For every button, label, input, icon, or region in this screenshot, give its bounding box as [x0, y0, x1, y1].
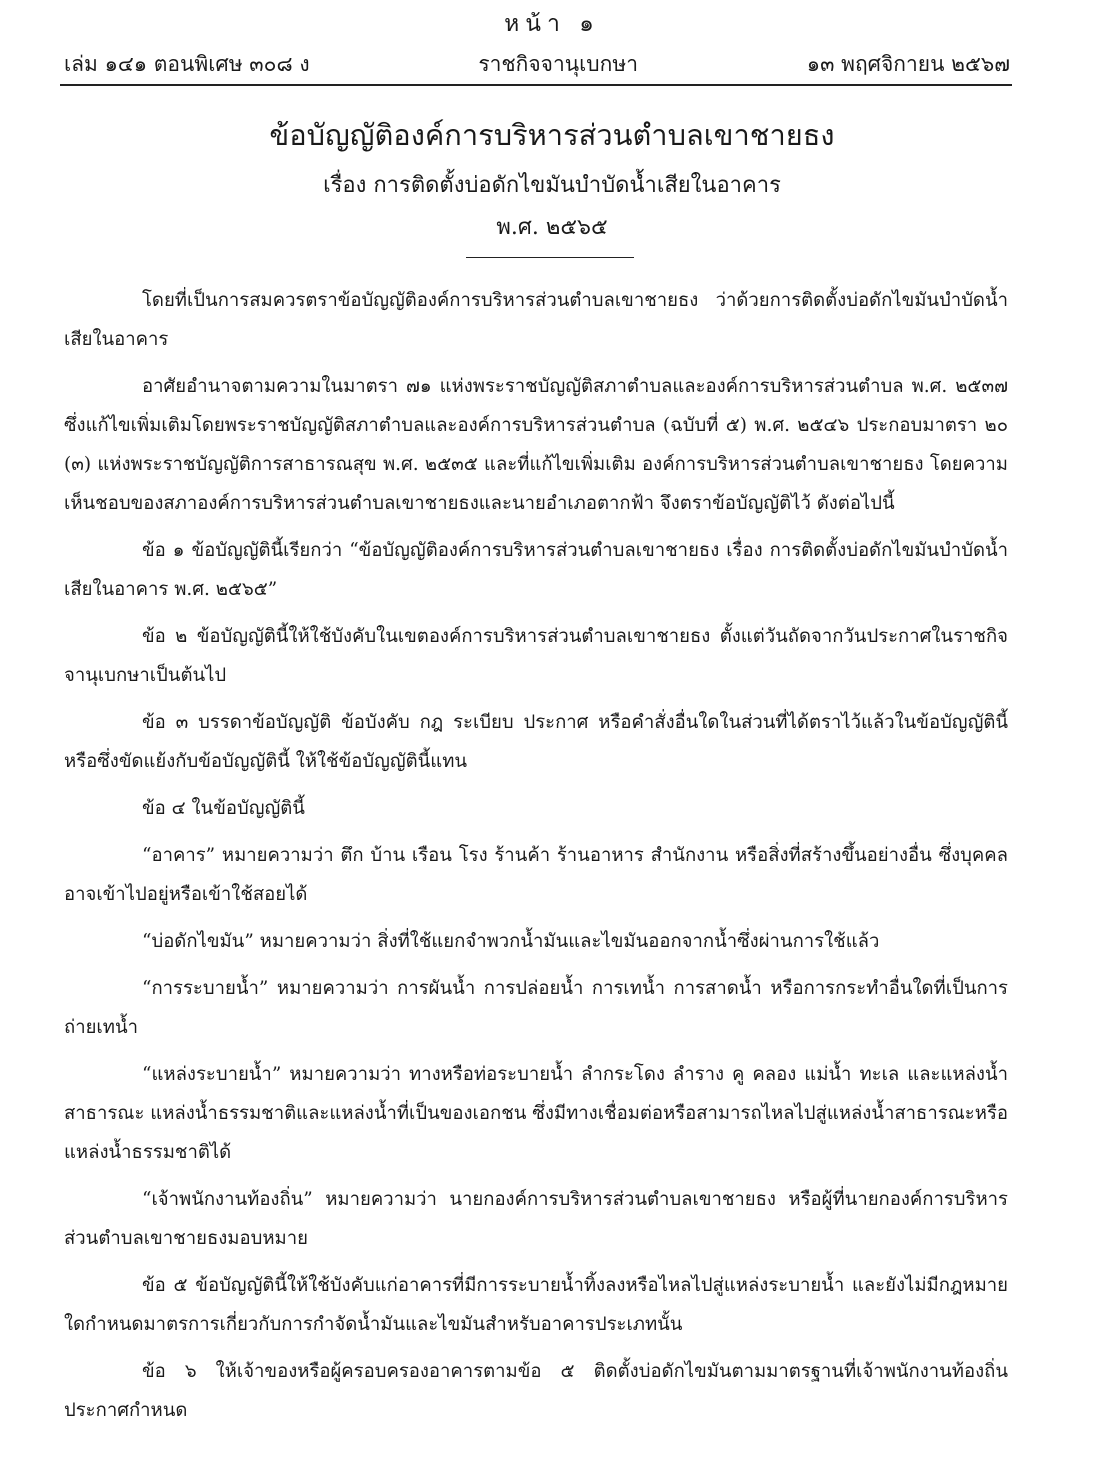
paragraph-clause-6: ข้อ ๖ ให้เจ้าของหรือผู้ครอบครองอาคารตามข้อ ๕ ติดตั้งบ่อดักไขมันตามมาตรฐานที่เจ้าพนักงานท้องถิ่นประกาศกำหนด — [64, 1361, 1008, 1421]
document-title: ข้อบัญญัติองค์การบริหารส่วนตำบลเขาชายธง — [269, 118, 835, 152]
document-body — [64, 281, 1008, 1438]
definition-local-official: “เจ้าพนักงานท้องถิ่น” หมายความว่า นายกองค์การบริหารส่วนตำบลเขาชายธง หรือผู้ที่นายกองค์การบริหารส่วนตำบลเขาชายธงมอบหมาย — [64, 1189, 1008, 1249]
publication-date: ๑๓ พฤศจิกายน ๒๕๖๗ — [806, 52, 1010, 76]
page-number: หน้า ๑ — [504, 11, 600, 37]
gazette-name: ราชกิจจานุเบกษา — [478, 52, 638, 76]
definition-grease-trap: “บ่อดักไขมัน” หมายความว่า สิ่งที่ใช้แยกจำพวกน้ำมันและไขมันออกจากน้ำซึ่งผ่านการใช้แล้ว — [142, 931, 880, 952]
paragraph-authority: อาศัยอำนาจตามความในมาตรา ๗๑ แห่งพระราชบัญญัติสภาตำบลและองค์การบริหารส่วนตำบล พ.ศ. ๒๕๓๗ ซึ่งแก้ไขเพิ่มเติมโดยพระราชบัญญัติสภาตำบลและองค์การบริหารส่วนตำบล (ฉบับที่ ๕) พ.ศ. ๒๕๔๖ ประกอบมาตรา ๒๐ (๓) แห่งพระราชบัญญัติการสาธารณสุข พ.ศ. ๒๕๓๕ และที่แก้ไขเพิ่มเติม องค์การบริหารส่วนตำบลเขาชายธง โดยความเห็นชอบของสภาองค์การบริหารส่วนตำบลเขาชายธงและนายอำเภอตากฟ้า จึงตราข้อบัญญัติไว้ ดังต่อไปนี้ — [64, 376, 1008, 514]
definition-building: “อาคาร” หมายความว่า ตึก บ้าน เรือน โรง ร้านค้า ร้านอาหาร สำนักงาน หรือสิ่งที่สร้างขึ้นอย่างอื่น ซึ่งบุคคลอาจเข้าไปอยู่หรือเข้าใช้สอยได้ — [64, 845, 1008, 905]
paragraph-clause-4: ข้อ ๔ ในข้อบัญญัตินี้ — [142, 798, 305, 819]
gazette-header — [64, 48, 1010, 81]
header-divider — [60, 84, 1012, 86]
definition-drainage: “การระบายน้ำ” หมายความว่า การผันน้ำ การปล่อยน้ำ การเทน้ำ การสาดน้ำ หรือการกระทำอื่นใดที่เป็นการถ่ายเทน้ำ — [64, 978, 1008, 1038]
title-divider — [466, 257, 634, 258]
document-subject: เรื่อง การติดตั้งบ่อดักไขมันบำบัดน้ำเสียในอาคาร — [323, 173, 781, 198]
document-year: พ.ศ. ๒๕๖๕ — [496, 215, 608, 240]
definition-drainage-source: “แหล่งระบายน้ำ” หมายความว่า ทางหรือท่อระบายน้ำ ลำกระโดง ลำราง คู คลอง แม่น้ำ ทะเล และแหล่งน้ำสาธารณะ แหล่งน้ำธรรมชาติและแหล่งน้ำที่เป็นของเอกชน ซึ่งมีทางเชื่อมต่อหรือสามารถไหลไปสู่แหล่งน้ำสาธารณะหรือแหล่งน้ำธรรมชาติได้ — [64, 1064, 1008, 1163]
paragraph-clause-2: ข้อ ๒ ข้อบัญญัตินี้ให้ใช้บังคับในเขตองค์การบริหารส่วนตำบลเขาชายธง ตั้งแต่วันถัดจากวันประกาศในราชกิจจานุเบกษาเป็นต้นไป — [64, 626, 1008, 686]
paragraph-preamble: โดยที่เป็นการสมควรตราข้อบัญญัติองค์การบริหารส่วนตำบลเขาชายธง ว่าด้วยการติดตั้งบ่อดักไขมันบำบัดน้ำเสียในอาคาร — [64, 290, 1008, 350]
paragraph-clause-3: ข้อ ๓ บรรดาข้อบัญญัติ ข้อบังคับ กฎ ระเบียบ ประกาศ หรือคำสั่งอื่นใดในส่วนที่ได้ตราไว้แล้วในข้อบัญญัตินี้หรือซึ่งขัดแย้งกับข้อบัญญัตินี้ ให้ใช้ข้อบัญญัตินี้แทน — [64, 712, 1008, 772]
paragraph-clause-1: ข้อ ๑ ข้อบัญญัตินี้เรียกว่า “ข้อบัญญัติองค์การบริหารส่วนตำบลเขาชายธง เรื่อง การติดตั้งบ่อดักไขมันบำบัดน้ำเสียในอาคาร พ.ศ. ๒๕๖๕” — [64, 540, 1008, 600]
paragraph-clause-5: ข้อ ๕ ข้อบัญญัตินี้ให้ใช้บังคับแก่อาคารที่มีการระบายน้ำทิ้งลงหรือไหลไปสู่แหล่งระบายน้ำ และยังไม่มีกฎหมายใดกำหนดมาตรการเกี่ยวกับการกำจัดน้ำมันและไขมันสำหรับอาคารประเภทนั้น — [64, 1275, 1008, 1335]
volume-info: เล่ม ๑๔๑ ตอนพิเศษ ๓๐๘ ง — [64, 52, 310, 76]
